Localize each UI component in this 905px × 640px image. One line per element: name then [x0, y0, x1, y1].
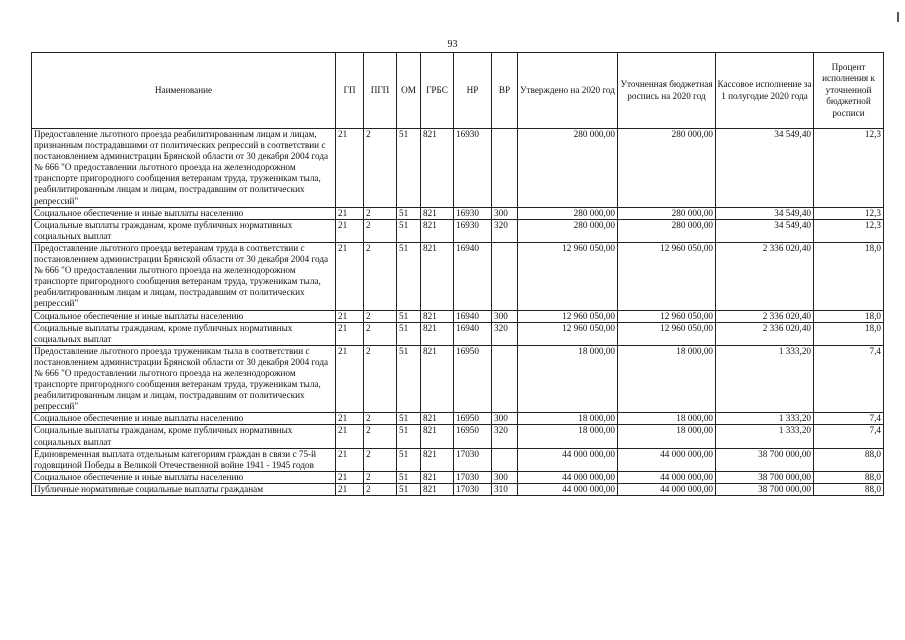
- table-row: [32, 413, 884, 425]
- cell-gp: 21: [336, 448, 364, 471]
- cell-vr: 300: [492, 471, 518, 483]
- cell-vr: 310: [492, 483, 518, 495]
- cell-om: 51: [397, 129, 421, 208]
- cell-np: 16940: [454, 310, 492, 322]
- cell-percent: 88,0: [814, 448, 884, 471]
- cell-name: Предоставление льготного проезда реабилитированным лицам и лицам, признанным пострадавшими от политических репрессий в соответствии с постановлением администрации Брянской области от 30 декабря 2004 года № 666 "О предоставлении льготного проезда на железнодорожном транспорте пригородного сообщения ветеранам труда, труженикам тыла, реабилитированным лицам и лицам, пострадавшим от политических репрессий": [32, 129, 336, 208]
- cell-approved: 12 960 050,00: [518, 310, 618, 322]
- header-refined: Уточненная бюджетная роспись на 2020 год: [618, 53, 716, 129]
- cell-ppgp: 2: [364, 242, 397, 310]
- header-percent: Процент исполнения к уточненной бюджетной росписи: [814, 53, 884, 129]
- budget-table: [31, 52, 884, 496]
- cell-approved: 12 960 050,00: [518, 242, 618, 310]
- cell-name: Социальное обеспечение и иные выплаты населению: [32, 471, 336, 483]
- cell-vr: [492, 242, 518, 310]
- cell-percent: 7,4: [814, 345, 884, 413]
- header-name: Наименование: [32, 53, 336, 129]
- cell-name: Социальное обеспечение и иные выплаты населению: [32, 413, 336, 425]
- cell-ppgp: 2: [364, 471, 397, 483]
- cell-vr: 300: [492, 310, 518, 322]
- cell-approved: 44 000 000,00: [518, 471, 618, 483]
- cell-cash: 34 549,40: [716, 129, 814, 208]
- cell-refined: 12 960 050,00: [618, 310, 716, 322]
- cell-approved: 18 000,00: [518, 413, 618, 425]
- cell-vr: 300: [492, 413, 518, 425]
- cell-refined: 18 000,00: [618, 413, 716, 425]
- cell-grbs: 821: [421, 425, 454, 448]
- cell-vr: 320: [492, 219, 518, 242]
- cell-ppgp: 2: [364, 425, 397, 448]
- cell-cash: 38 700 000,00: [716, 483, 814, 495]
- cell-approved: 280 000,00: [518, 219, 618, 242]
- cell-grbs: 821: [421, 413, 454, 425]
- cell-cash: 38 700 000,00: [716, 448, 814, 471]
- header-grbs: ГРБС: [421, 53, 454, 129]
- table-row: [32, 310, 884, 322]
- cell-refined: 18 000,00: [618, 345, 716, 413]
- cell-name: Социальные выплаты гражданам, кроме публичных нормативных социальных выплат: [32, 425, 336, 448]
- cell-om: 51: [397, 207, 421, 219]
- cell-grbs: 821: [421, 242, 454, 310]
- cell-refined: 44 000 000,00: [618, 483, 716, 495]
- cell-approved: 18 000,00: [518, 425, 618, 448]
- cell-gp: 21: [336, 310, 364, 322]
- cell-refined: 12 960 050,00: [618, 242, 716, 310]
- cell-vr: [492, 448, 518, 471]
- cell-np: 16940: [454, 322, 492, 345]
- cell-name: Предоставление льготного проезда труженикам тыла в соответствии с постановлением администрации Брянской области от 30 декабря 2004 года № 666 "О предоставлении льготного проезда на железнодорожном транспорте пригородного сообщения ветеранам труда, труженикам тыла, реабилитированным лицам и лицам, пострадавшим от политических репрессий": [32, 345, 336, 413]
- cell-ppgp: 2: [364, 448, 397, 471]
- cell-vr: [492, 345, 518, 413]
- table-row: [32, 242, 884, 310]
- cell-refined: 18 000,00: [618, 425, 716, 448]
- cell-ppgp: 2: [364, 413, 397, 425]
- cell-grbs: 821: [421, 483, 454, 495]
- header-om: ОМ: [397, 53, 421, 129]
- header-np: НР: [454, 53, 492, 129]
- cell-refined: 12 960 050,00: [618, 322, 716, 345]
- cell-refined: 44 000 000,00: [618, 448, 716, 471]
- cell-refined: 280 000,00: [618, 207, 716, 219]
- cell-om: 51: [397, 483, 421, 495]
- header-ppgp: ПГП: [364, 53, 397, 129]
- table-row: [32, 219, 884, 242]
- cell-np: 17030: [454, 448, 492, 471]
- cell-gp: 21: [336, 242, 364, 310]
- cell-ppgp: 2: [364, 207, 397, 219]
- cell-approved: 44 000 000,00: [518, 483, 618, 495]
- cell-om: 51: [397, 471, 421, 483]
- cell-gp: 21: [336, 345, 364, 413]
- cell-percent: 88,0: [814, 483, 884, 495]
- edge-mark: [897, 12, 899, 22]
- cell-percent: 12,3: [814, 129, 884, 208]
- cell-approved: 12 960 050,00: [518, 322, 618, 345]
- cell-grbs: 821: [421, 219, 454, 242]
- cell-np: 16930: [454, 219, 492, 242]
- table-row: [32, 425, 884, 448]
- table-row: [32, 483, 884, 495]
- cell-percent: 18,0: [814, 322, 884, 345]
- cell-np: 17030: [454, 471, 492, 483]
- header-vr: ВР: [492, 53, 518, 129]
- cell-grbs: 821: [421, 448, 454, 471]
- cell-approved: 280 000,00: [518, 207, 618, 219]
- cell-cash: 1 333,20: [716, 413, 814, 425]
- cell-np: 16930: [454, 129, 492, 208]
- cell-gp: 21: [336, 471, 364, 483]
- cell-percent: 88,0: [814, 471, 884, 483]
- header-cash: Кассовое исполнение за 1 полугодие 2020 года: [716, 53, 814, 129]
- cell-om: 51: [397, 242, 421, 310]
- cell-name: Социальное обеспечение и иные выплаты населению: [32, 310, 336, 322]
- cell-grbs: 821: [421, 322, 454, 345]
- cell-ppgp: 2: [364, 345, 397, 413]
- cell-np: 16950: [454, 413, 492, 425]
- cell-np: 16950: [454, 425, 492, 448]
- cell-grbs: 821: [421, 129, 454, 208]
- cell-gp: 21: [336, 483, 364, 495]
- cell-percent: 12,3: [814, 219, 884, 242]
- cell-gp: 21: [336, 322, 364, 345]
- cell-percent: 18,0: [814, 242, 884, 310]
- cell-ppgp: 2: [364, 129, 397, 208]
- cell-ppgp: 2: [364, 483, 397, 495]
- cell-np: 16950: [454, 345, 492, 413]
- cell-om: 51: [397, 322, 421, 345]
- cell-grbs: 821: [421, 471, 454, 483]
- cell-om: 51: [397, 310, 421, 322]
- table-row: [32, 345, 884, 413]
- cell-gp: 21: [336, 413, 364, 425]
- cell-percent: 7,4: [814, 413, 884, 425]
- cell-grbs: 821: [421, 310, 454, 322]
- header-gp: ГП: [336, 53, 364, 129]
- cell-grbs: 821: [421, 207, 454, 219]
- cell-cash: 2 336 020,40: [716, 242, 814, 310]
- cell-refined: 44 000 000,00: [618, 471, 716, 483]
- cell-om: 51: [397, 413, 421, 425]
- cell-percent: 7,4: [814, 425, 884, 448]
- cell-gp: 21: [336, 425, 364, 448]
- cell-ppgp: 2: [364, 322, 397, 345]
- cell-gp: 21: [336, 129, 364, 208]
- cell-cash: 34 549,40: [716, 219, 814, 242]
- cell-approved: 280 000,00: [518, 129, 618, 208]
- cell-approved: 18 000,00: [518, 345, 618, 413]
- cell-refined: 280 000,00: [618, 129, 716, 208]
- table-row: [32, 448, 884, 471]
- cell-percent: 18,0: [814, 310, 884, 322]
- cell-name: Социальные выплаты гражданам, кроме публичных нормативных социальных выплат: [32, 219, 336, 242]
- cell-name: Предоставление льготного проезда ветеранам труда в соответствии с постановлением администрации Брянской области от 30 декабря 2004 года № 666 "О предоставлении льготного проезда на железнодорожном транспорте пригородного сообщения ветеранам труда, труженикам тыла, реабилитированным лицам и лицам, пострадавшим от политических репрессий": [32, 242, 336, 310]
- table-row: [32, 322, 884, 345]
- table-row: [32, 207, 884, 219]
- cell-ppgp: 2: [364, 219, 397, 242]
- cell-ppgp: 2: [364, 310, 397, 322]
- cell-name: Публичные нормативные социальные выплаты гражданам: [32, 483, 336, 495]
- cell-cash: 1 333,20: [716, 425, 814, 448]
- page-number: 93: [447, 39, 458, 50]
- cell-name: Социальное обеспечение и иные выплаты населению: [32, 207, 336, 219]
- cell-cash: 38 700 000,00: [716, 471, 814, 483]
- cell-vr: 320: [492, 425, 518, 448]
- cell-percent: 12,3: [814, 207, 884, 219]
- cell-name: Социальные выплаты гражданам, кроме публичных нормативных социальных выплат: [32, 322, 336, 345]
- cell-om: 51: [397, 345, 421, 413]
- cell-cash: 1 333,20: [716, 345, 814, 413]
- cell-gp: 21: [336, 219, 364, 242]
- header-row: [32, 53, 884, 129]
- cell-cash: 2 336 020,40: [716, 322, 814, 345]
- cell-grbs: 821: [421, 345, 454, 413]
- cell-np: 16930: [454, 207, 492, 219]
- table-row: [32, 129, 884, 208]
- cell-cash: 2 336 020,40: [716, 310, 814, 322]
- cell-gp: 21: [336, 207, 364, 219]
- cell-approved: 44 000 000,00: [518, 448, 618, 471]
- cell-vr: [492, 129, 518, 208]
- cell-om: 51: [397, 425, 421, 448]
- cell-om: 51: [397, 219, 421, 242]
- cell-name: Единовременная выплата отдельным категориям граждан в связи с 75-й годовщиной Победы в Великой Отечественной войне 1941 - 1945 годов: [32, 448, 336, 471]
- cell-np: 17030: [454, 483, 492, 495]
- header-approved: Утверждено на 2020 год: [518, 53, 618, 129]
- cell-cash: 34 549,40: [716, 207, 814, 219]
- cell-vr: 300: [492, 207, 518, 219]
- cell-om: 51: [397, 448, 421, 471]
- cell-np: 16940: [454, 242, 492, 310]
- cell-vr: 320: [492, 322, 518, 345]
- table-row: [32, 471, 884, 483]
- cell-refined: 280 000,00: [618, 219, 716, 242]
